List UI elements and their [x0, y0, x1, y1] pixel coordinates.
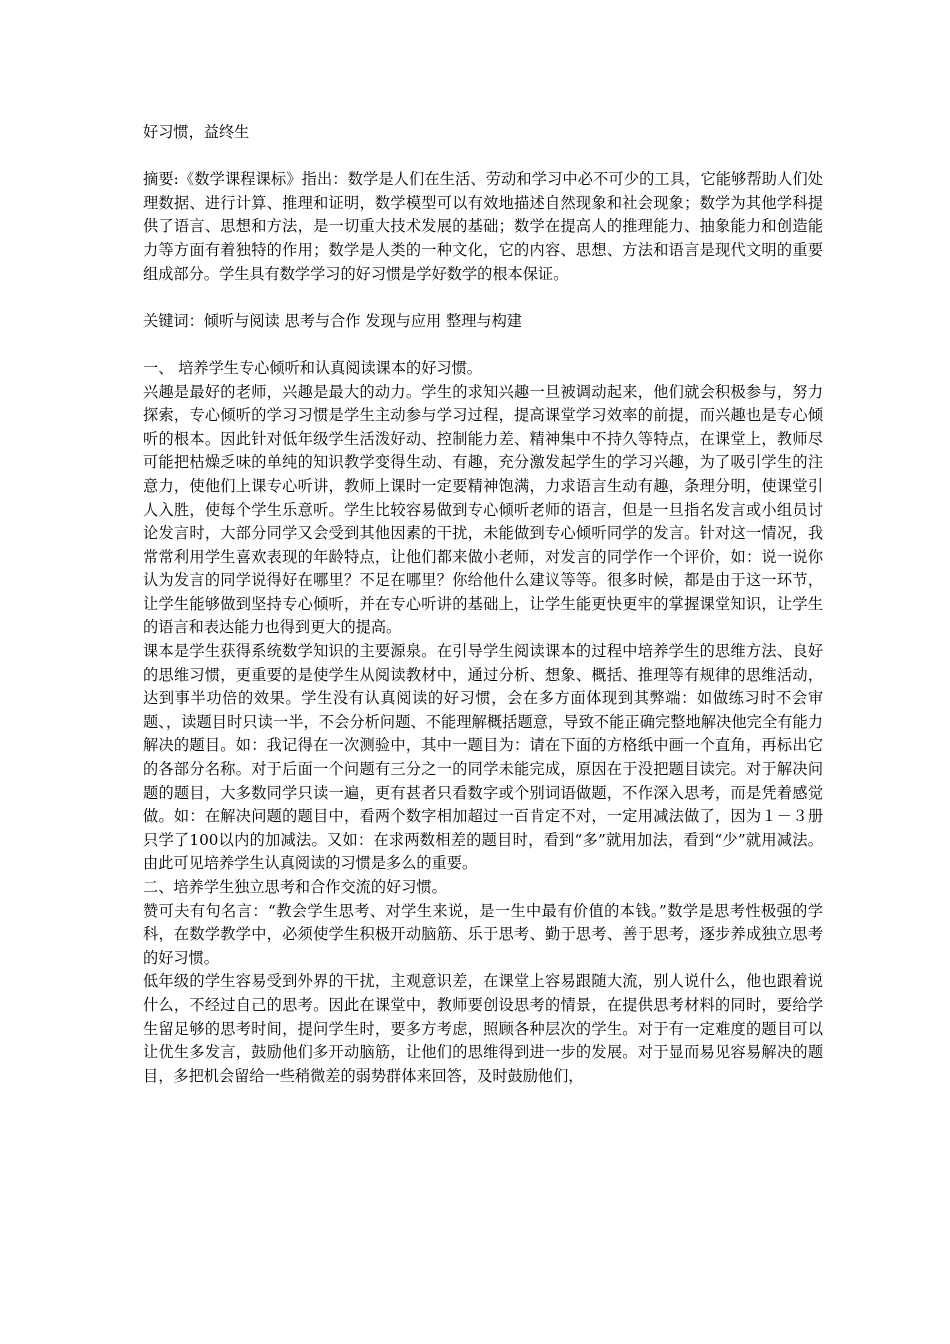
- section1-paragraph-1: 兴趣是最好的老师，兴趣是最大的动力。学生的求知兴趣一旦被调动起来，他们就会积极参与，努力探索，专心倾听的学习习惯是学生主动参与学习过程，提高课堂学习效率的前提，而兴趣也是专心倾听的根本。因此针对低年级学生活泼好动、控制能力差、精神集中不持久等特点，在课堂上，教师尽可能把枯燥乏味的单纯的知识教学变得生动、有趣，充分激发起学生的学习兴趣，为了吸引学生的注意力，使他们上课专心听讲，教师上课时一定要精神饱满，力求语言生动有趣，条理分明，使课堂引人入胜，使每个学生乐意听。学生比较容易做到专心倾听老师的语言，但是一旦指名发言或小组员讨论发言时，大部分同学又会受到其他因素的干扰，未能做到专心倾听同学的发言。针对这一情况，我常常利用学生喜欢表现的年龄特点，让他们都来做小老师，对发言的同学作一个评价，如：说一说你认为发言的同学说得好在哪里？不足在哪里？你给他什么建议等等。很多时候，都是由于这一环节，让学生能够做到坚持专心倾听，并在专心听讲的基础上，让学生能更快更牢的掌握课堂知识，让学生的语言和表达能力也得到更大的提高。: [143, 382, 823, 637]
- section-heading-2: 二、培养学生独立思考和合作交流的好习惯。: [143, 878, 447, 896]
- section2-paragraph-2: 低年级的学生容易受到外界的干扰，主观意识差，在课堂上容易跟随大流，别人说什么，他也跟着说什么，不经过自己的思考。因此在课堂中，教师要创设思考的情景，在提供思考材料的同时，要给学生留足够的思考时间，提问学生时，要多方考虑，照顾各种层次的学生。对于有一定难度的题目可以让优生多发言，鼓励他们多开动脑筋，让他们的思维得到进一步的发展。对于显而易见容易解决的题目，多把机会留给一些稍微差的弱势群体来回答，及时鼓励他们，: [143, 972, 823, 1085]
- section1-paragraph-2: 课本是学生获得系统数学知识的主要源泉。在引导学生阅读课本的过程中培养学生的思维方法、良好的思维习惯，更重要的是使学生从阅读教材中，通过分析、想象、概括、推理等有规律的思维活动，达到事半功倍的效果。学生没有认真阅读的好习惯，会在多方面体现到其弊端：如做练习时不会审题、，读题目时只读一半，不会分析问题、不能理解概括题意，导致不能正确完整地解决他完全有能力解决的题目。如：我记得在一次测验中，其中一题目为：请在下面的方格纸中画一个直角，再标出它的各部分名称。对于后面一个问题有三分之一的同学未能完成，原因在于没把题目读完。对于解决问题的题目，大多数同学只读一遍，更有甚者只看数字或个别词语做题，不作深入思考，而是凭着感觉做。如：在解决问题的题目中，看两个数字相加超过一百肯定不对，一定用减法做了，因为１－３册只学了100以内的加减法。又如：在求两数相差的题目时，看到“多”就用加法，看到“少”就用减法。由此可见培养学生认真阅读的习惯是多么的重要。: [143, 642, 823, 873]
- section-heading-1: 一、 培养学生专心倾听和认真阅读课本的好习惯。: [143, 358, 482, 377]
- abstract-paragraph: 摘要:《数学课程课标》指出：数学是人们在生活、劳动和学习中必不可少的工具，它能够帮助人们处理数据、进行计算、推理和证明，数学模型可以有效地描述自然现象和社会现象；数学为其他学科提供了语言、思想和方法，是一切重大技术发展的基础；数学在提高人的推理能力、抽象能力和创造能力等方面有着独特的作用；数学是人类的一种文化，它的内容、思想、方法和语言是现代文明的重要组成部分。学生具有数学学习的好习惯是学好数学的根本保证。: [143, 170, 823, 283]
- spacer: [143, 145, 823, 169]
- spacer: [143, 286, 823, 310]
- keywords-line: 关键词：倾听与阅读 思考与合作 发现与应用 整理与构建: [143, 311, 522, 330]
- spacer: [143, 333, 823, 357]
- section2-paragraph-1: 赞可夫有句名言：“教会学生思考、对学生来说，是一生中最有价值的本钱。”数学是思考性极强的学科，在数学教学中，必须使学生积极开动脑筋、乐于思考、勤于思考、善于思考，逐步养成独立思考的好习惯。: [143, 901, 823, 967]
- document-body: [143, 121, 823, 1088]
- document-title: 好习惯，益终生: [143, 123, 250, 141]
